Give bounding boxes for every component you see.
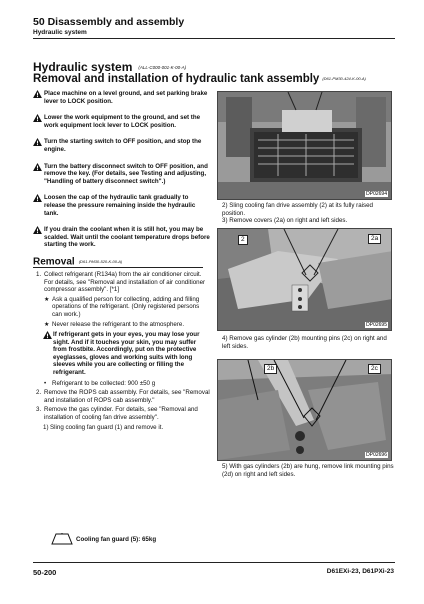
step-text: Remove the ROPS cab assembly. For details, see "Removal and installation of ROPS cab assembly." — [44, 389, 210, 404]
section-code: (ALL-C000-001-K-00-A) — [138, 65, 187, 71]
step-1 — [33, 271, 210, 294]
page-number: 50-200 — [33, 568, 57, 577]
warning-icon — [33, 194, 42, 202]
weight-callout — [51, 533, 191, 547]
step-text: Remove the gas cylinder. For details, see "Removal and installation of cooling fan drive assembly". — [44, 406, 198, 422]
warning-item — [33, 138, 210, 153]
weight-text: Cooling fan guard (5): 65kg — [76, 536, 157, 543]
step-number: 1. — [36, 270, 42, 278]
bullet-text: Ask a qualified person for collecting, adding and filling operations of the refrigerant. (Only registered persons can work.) — [52, 295, 200, 318]
callout-label: 2 — [238, 235, 248, 245]
step-3 — [33, 406, 210, 421]
section-title — [33, 60, 186, 74]
callout-label: 2a — [368, 234, 381, 244]
subsection-code: (D61-PM30-424-K-00-A) — [322, 76, 366, 82]
warning-icon — [33, 226, 42, 234]
model-names: D61EXi-23, D61PXi-23 — [326, 568, 394, 575]
photo-fan-drive-image — [218, 92, 392, 200]
sub-step-number: 1) — [43, 423, 49, 431]
callout-label: 2b — [264, 364, 277, 374]
callout-label: 2c — [368, 364, 381, 374]
removal-title — [33, 258, 210, 266]
removal-code: (D61-PM30-520-K-00-A) — [78, 258, 123, 264]
warning-icon — [33, 138, 42, 146]
photo-id: DP02696 — [366, 452, 387, 458]
sub-step-text: Sling cooling fan guard (1) and remove it. — [50, 423, 164, 431]
warning-icon — [33, 163, 42, 171]
bullet-star-icon: ★ — [44, 295, 50, 303]
left-column — [33, 90, 210, 434]
caption-text: Remove covers (2a) on right and left sides. — [229, 217, 348, 224]
photo-gas-cylinder — [217, 359, 392, 461]
page-header-title: 50 Disassembly and assembly — [33, 16, 185, 28]
photo-id: DP02694 — [366, 191, 387, 197]
caption-text: Sling cooling fan drive assembly (2) at its fully raised position. — [222, 202, 374, 217]
caption-number: 2) — [222, 202, 228, 209]
caption-text: Remove gas cylinder (2b) mounting pins (2c) on right and left sides. — [222, 335, 387, 350]
warning-text: Turn the starting switch to OFF position, and stop the engine. — [44, 138, 202, 153]
warning-text: If you drain the coolant when it is still hot, you may be scalded. Wait until the coolant temperature drops before starting the work. — [44, 226, 210, 249]
warning-text: Lower the work equipment to the ground, and set the work equipment lock lever to LOCK position. — [44, 114, 201, 129]
photo-fan-drive — [217, 91, 392, 200]
bullet-text: Never release the refrigerant to the atmosphere. — [52, 320, 185, 328]
caption-3 — [222, 217, 394, 225]
header-rule — [33, 38, 395, 39]
step-2 — [33, 389, 210, 404]
caption-4 — [222, 335, 394, 350]
warning-text: Loosen the cap of the hydraulic tank gradually to release the pressure remaining inside the hydraulic tank. — [44, 194, 196, 217]
page-header-subtitle: Hydraulic system — [33, 29, 87, 36]
step-text: Collect refrigerant (R134a) from the air conditioner circuit. For details, see "Removal and installation of air conditioner compressor assembly". [*1] — [44, 270, 206, 294]
warning-item — [33, 90, 210, 105]
footer-rule — [33, 562, 395, 563]
section-title-text: Hydraulic system — [33, 60, 133, 74]
bullet-item — [33, 321, 210, 329]
photo-id: DP02695 — [366, 322, 387, 328]
caption-5 — [222, 463, 394, 478]
step-3-sub-1 — [33, 424, 210, 432]
bullet-item — [33, 296, 210, 319]
caption-number: 5) — [222, 463, 228, 470]
warning-item — [33, 114, 210, 129]
warning-text: Turn the battery disconnect switch to OFF position, and remove the key. (For details, see Testing and adjusting, "Handling of battery disconnect switch".) — [44, 162, 208, 185]
caption-number: 4) — [222, 335, 228, 342]
step1-warning — [33, 331, 210, 377]
warning-icon — [33, 90, 42, 98]
caption-number: 3) — [222, 217, 228, 224]
warning-icon — [33, 114, 42, 122]
caption-2 — [222, 202, 394, 217]
caption-text: With gas cylinders (2b) are hung, remove link mounting pins (2d) on right and left sides. — [222, 463, 394, 478]
step-number: 2. — [36, 389, 42, 397]
step-number: 3. — [36, 406, 42, 414]
warning-icon — [43, 331, 52, 339]
photo-covers — [217, 228, 392, 331]
bullet-star-icon: ★ — [44, 320, 50, 328]
warning-item — [33, 163, 210, 186]
warning-item — [33, 194, 210, 217]
photo-gas-cylinder-image — [218, 360, 392, 461]
warning-text: Place machine on a level ground, and set parking brake lever to LOCK position. — [44, 90, 208, 105]
warning-text: If refrigerant gets in your eyes, you may lose your sight. And if it touches your skin, you may suffer from frostbite. Accordingly, put on the protective eyeglasses, gloves and working suits with long sleeves while you are collecting or filling the refrigerant. — [53, 331, 200, 377]
weight-tag-icon — [51, 533, 73, 545]
subsection-title-text: Removal and installation of hydraulic tank assembly — [33, 73, 320, 85]
warning-item — [33, 226, 210, 249]
removal-title-text: Removal — [33, 256, 75, 268]
subsection-title — [33, 73, 366, 85]
bullet-text: Refrigerant to be collected: 900 ±50 g — [52, 379, 156, 387]
bullet-item — [33, 380, 210, 388]
bullet-dot-icon: • — [44, 379, 47, 387]
